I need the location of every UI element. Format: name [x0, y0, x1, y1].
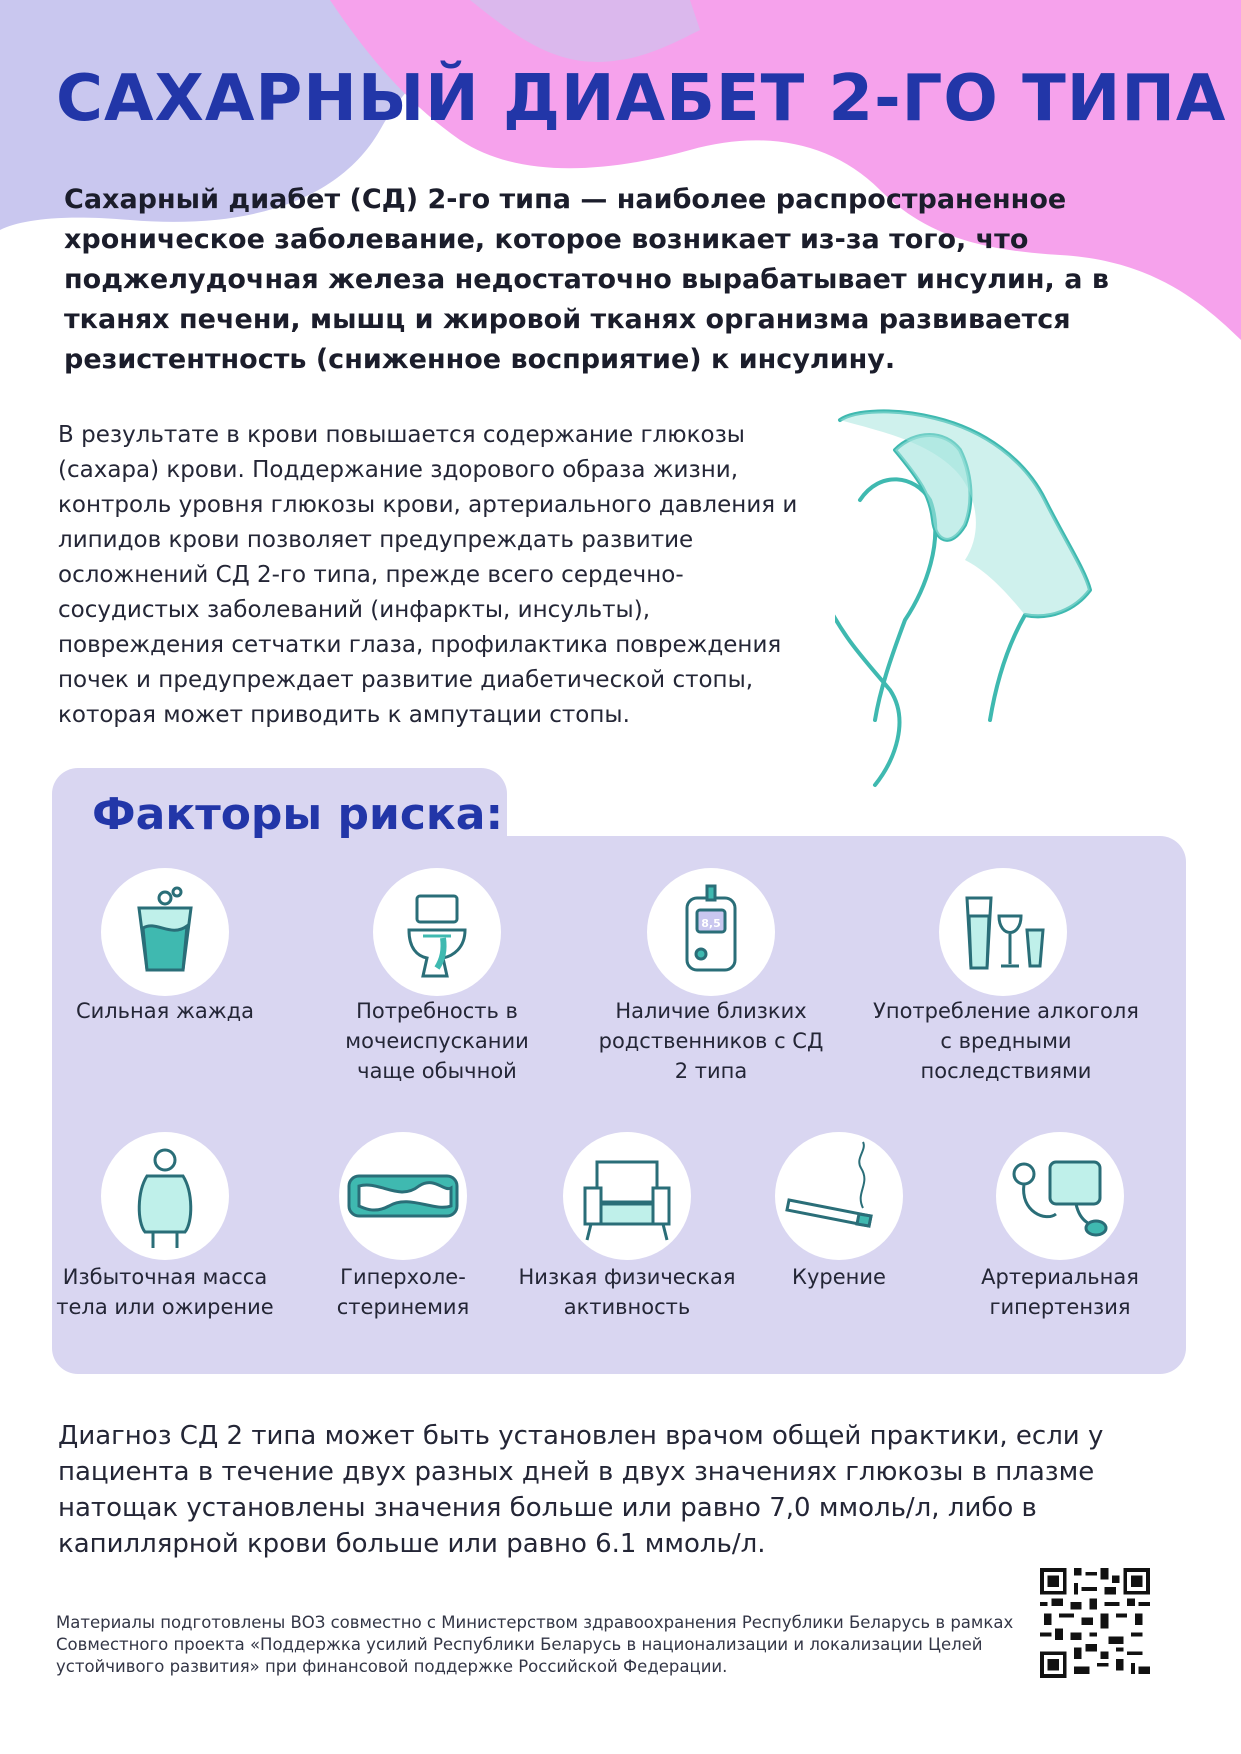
glucometer-reading: 8,5: [701, 917, 721, 930]
factor-label: Гиперхоле-стеринемия: [336, 1265, 470, 1319]
qr-code-icon[interactable]: [1040, 1568, 1150, 1678]
factor-label: Потребность в мочеиспускании чаще обычной: [345, 999, 529, 1083]
water-glass-icon: [101, 868, 229, 996]
blood-pressure-monitor-icon: [996, 1132, 1124, 1260]
lead-paragraph: Сахарный диабет (СД) 2-го типа — наиболее распространенное хроническое заболевание, которое возникает из-за того, что поджелудочная железа недостаточно вырабатывает инсулин, а в тканях печени, мышц и жировой тканях организма развивается резистентность (сниженное восприятие) к инсулину.: [64, 184, 1109, 375]
factor-label: Артериальная гипертензия: [981, 1265, 1139, 1319]
factor-label: Употребление алкоголя с вредными последствиями: [873, 999, 1139, 1083]
footer-note: Материалы подготовлены ВОЗ совместно с Министерством здравоохранения Республики Беларусь в рамках Совместного проекта «Поддержка усилий Республики Беларусь в национализации и локализации Целей устойчивого развития» при финансовой поддержке Российской Федерации.: [56, 1613, 1014, 1676]
page-title: САХАРНЫЙ ДИАБЕТ 2-ГО ТИПА: [56, 62, 1227, 136]
factor-label: Сильная жажда: [75, 999, 255, 1023]
glucometer-icon: [647, 868, 775, 996]
cigarette-icon: [775, 1132, 903, 1260]
factor-label: Курение: [792, 1265, 886, 1289]
body-paragraph: В результате в крови повышается содержание глюкозы (сахара) крови. Поддержание здорового образа жизни, контроль уровня глюкозы крови, артериального давления и липидов крови позволяет предупреждать развитие осложнений СД 2-го типа, прежде всего сердечно-сосудистых заболеваний (инфаркты, инсульты), повреждения сетчатки глаза, профилактика повреждения почек и предупреждает развитие диабетической стопы, которая может приводить к ампутации стопы.: [58, 422, 798, 728]
toilet-icon: [373, 868, 501, 996]
factor-label: Наличие близких родственников с СД 2 типа: [598, 999, 824, 1083]
clogged-artery-icon: [339, 1132, 467, 1260]
factor-label: Избыточная масса тела или ожирение: [56, 1265, 274, 1319]
hands-test-strip-illustration: [835, 390, 1225, 790]
armchair-icon: [563, 1132, 691, 1260]
obese-person-icon: [101, 1132, 229, 1260]
diagnosis-paragraph: Диагноз СД 2 типа может быть установлен врачом общей практики, если у пациента в течение двух разных дней в двух значениях глюкозы в плазме натощак установлены значения больше или равно 7,0 ммоль/л, либо в капиллярной крови больше или равно 6.1 ммоль/л.: [58, 1421, 1104, 1559]
risk-factors-title: Факторы риска:: [92, 789, 504, 840]
alcohol-glasses-icon: [939, 868, 1067, 996]
factor-label: Низкая физическая активность: [518, 1265, 736, 1319]
